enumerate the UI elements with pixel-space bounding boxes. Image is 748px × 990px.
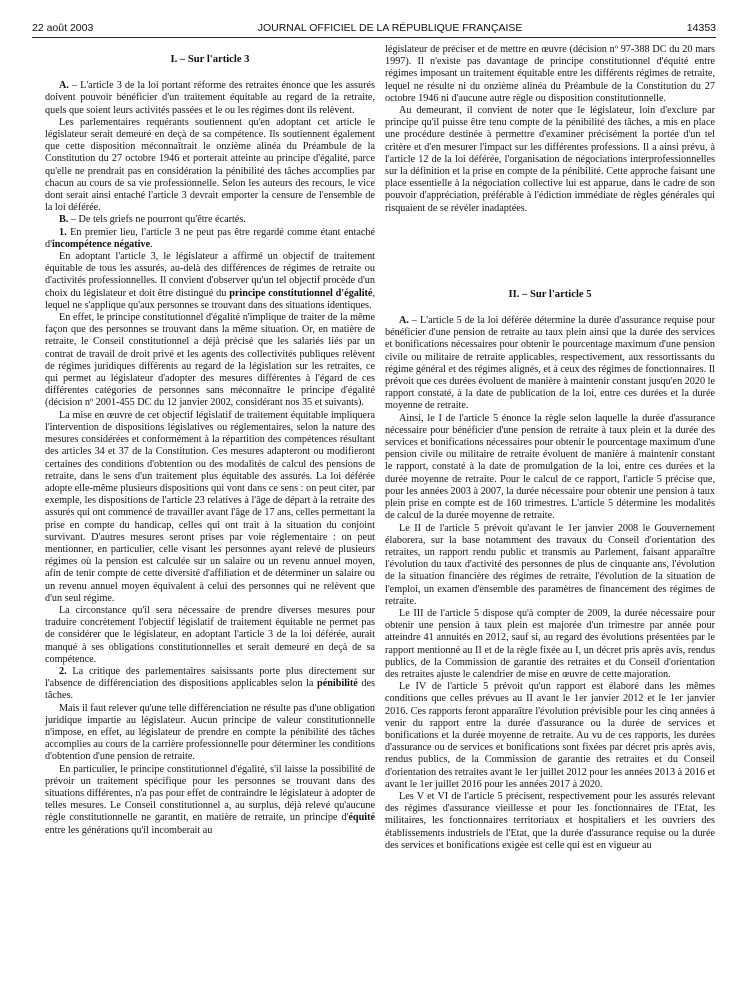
paragraph-text: . xyxy=(150,238,153,250)
emphasis: pénibilité xyxy=(317,678,358,690)
paragraph: Au demeurant, il convient de noter que le législateur, loin d'exclure par principe qu'il puisse être tenu compte de la pénibilité des tâches, a mis en place une procédure destinée à permettre d'examiner précisément la portée d'un tel critère et d'en mesurer l'impact sur les différentes professions. Il a ainsi prévu, à l'article 12 de la loi déférée, l'organisation de négociations interprofessionnelles sur la définition et la prise en compte de la pénibilité. Cette approche faisant une place essentielle à la négociation collective lui est apparue, dans le cadre de son pouvoir d'appréciation, préférable à l'édiction immédiate de règles générales qui risquaient de se révéler inadaptées. xyxy=(385,105,715,214)
paragraph xyxy=(45,251,375,312)
paragraph-lead: A. xyxy=(59,80,69,92)
paragraph-text: En particulier, le principe constitutionnel d'égalité, s'il laisse la possibilité de prévoir un traitement spécifique pour les personnes se trouvant dans des situations différentes, n'a pas pour effet de contraindre le législateur à adopter de telles mesures. Le Conseil constitutionnel a, au surplus, déjà relevé qu'aucune règle constitutionnelle ne garantit, en matière de retraite, un principe d' xyxy=(45,763,375,824)
paragraph xyxy=(45,666,375,703)
emphasis: incompétence négative xyxy=(51,238,151,250)
paragraph: législateur de préciser et de mettre en œuvre (décision nº 97-388 DC du 20 mars 1997). Il n'existe pas davantage de principe constitutionnel d'équité entre régimes imposant un traitement équitable entre les différents régimes de retraite, lequel ne résulte ni du onzième alinéa du Préambule de la Constitution du 27 octobre 1946 ni d'aucune autre règle ou disposition constitutionnelle. xyxy=(385,44,715,104)
paragraph: La mise en œuvre de cet objectif législatif de traitement équitable impliquera l'intervention de dispositions législatives ou réglementaires, selon la nature des mesures considérées et conformément à la répartition des compétences résultant des articles 34 et 37 de la Constitution. Ces mesures adapteront ou modifieront certaines des conditions d'obtention ou des modalités de calcul des pensions de retraite, dans le sens d'un traitement plus équitable des assurés. La loi déférée adopte elle-même plusieurs dispositions qui vont dans ce sens : on peut citer, par exemple, les dispositions de l'article 23 relatives à l'âge de départ à la retraite des assurés qui ont commencé de travailler avant l'âge de 17 ans, celles permettant la prise en compte du handicap, celles qui ont trait à la situation du conjoint survivant. D'autres mesures seront prises par voie réglementaire : on peut mentionner, en particulier, celle visant les personnes ayant relevé de plusieurs régimes où la pension est calculée sur un salaire ou un revenu annuel moyen, afin de tenir compte de cette diversité d'affiliation et de déterminer un salaire ou un revenu annuel moyen équivalent à celui des personnes qui ne relèvent que d'un seul régime. xyxy=(45,409,375,604)
paragraph xyxy=(45,764,375,837)
paragraph: Les parlementaires requérants soutiennent qu'en adoptant cet article le législateur serait demeuré en deçà de sa compétence. Ils soutiennent également que cette disposition méconnaîtrait le onzième alinéa du Préambule de la Constitution du 27 octobre 1946 et porterait atteinte au principe d'égalité, parce qu'elle ne prendrait pas en considération la pénibilité des tâches accomplies par chacun au cours de sa vie professionnelle. Selon les auteurs des recours, le vice dont serait ainsi entaché l'article 3 devrait emporter la censure de l'ensemble de la loi déférée. xyxy=(45,116,375,214)
paragraph-text: – De tels griefs ne pourront qu'être écartés. xyxy=(68,214,246,226)
paragraph-text: entre les générations qu'il incomberait au xyxy=(45,824,213,836)
emphasis: principe constitutionnel d'égalité xyxy=(229,287,373,299)
paragraph-lead: 1. xyxy=(59,226,67,238)
paragraph-text: En adoptant l'article 3, le législateur a affirmé un objectif de traitement équitable de tous les assurés, au-delà des différences de régimes de retraite ou d'activités professionnelles. Il convient d'observer qu'un tel objectif procède d'un choix du législateur et doit être distingué du xyxy=(45,251,375,299)
header-page-number: 14353 xyxy=(686,22,716,34)
left-column xyxy=(45,44,375,837)
paragraph: Le II de l'article 5 prévoit qu'avant le 1er janvier 2008 le Gouvernement élaborera, sur la base notamment des travaux du Conseil d'orientation des retraites, un rapport rendu public et transmis au Parlement, faisant apparaître l'évolution du taux d'activité des personnes de plus de cinquante ans, l'évolution de la situation financière des régimes de retraite, l'évolution de la situation de l'emploi, un examen d'ensemble des paramètres de financement des régimes de retraite. xyxy=(385,522,715,607)
paragraph: Ainsi, le I de l'article 5 énonce la règle selon laquelle la durée d'assurance nécessaire pour bénéficier d'une pension de retraite à taux plein et la durée des services et bonifications nécessaires pour obtenir le pourcentage maximum d'une pension civile ou militaire de retraite évoluent de manière à maintenir constant le rapport, constaté à la date de promulgation de la loi, entre ces durées et la durée moyenne de retraite. Pour le calcul de ce rapport, l'article 5 précise que, pour les années 2003 à 2007, la durée nécessaire pour obtenir une pension à taux plein prise en compte est de 160 trimestres. L'article 5 détermine les modalités de calcul de la durée moyenne de retraite. xyxy=(385,412,715,522)
paragraph: La circonstance qu'il sera nécessaire de prendre diverses mesures pour traduire concrètement l'objectif législatif de traitement équitable ne permet pas de considérer que le législateur, en adoptant l'article 3 de la loi déférée, aurait manqué à ses obligations constitutionnelles et serait demeuré en deçà de sa compétence. xyxy=(45,604,375,665)
header-journal-title: JOURNAL OFFICIEL DE LA RÉPUBLIQUE FRANÇAISE xyxy=(257,22,523,34)
paragraph xyxy=(45,214,375,226)
paragraph: Le III de l'article 5 dispose qu'à compter de 2009, la durée nécessaire pour obtenir une pension à taux plein est majorée d'un trimestre par année pour atteindre 41 annuités en 2012, sauf si, au regard des évolutions présentées par le rapport mentionné au II et de la règle fixée au I, un décret pris après avis, rendus publics, de la Commission de garantie des retraites et du Conseil d'orientation des retraites ajuste le calendrier de mise en œuvre de cette majoration. xyxy=(385,607,715,680)
paragraph-lead: A. xyxy=(399,315,409,327)
paragraph xyxy=(385,315,715,413)
paragraph xyxy=(45,80,375,117)
section-heading-article-5: II. – Sur l'article 5 xyxy=(508,288,592,300)
paragraph-text: La critique des parlementaires saisissants porte plus directement sur l'absence de différenciation des dispositions applicables selon la xyxy=(45,665,375,690)
paragraph-text: , lequel ne s'applique qu'aux personnes se trouvant dans des situations identiques. xyxy=(45,287,375,311)
right-column xyxy=(385,44,715,852)
paragraph: Les V et VI de l'article 5 précisent, respectivement pour les assurés relevant des régimes d'assurance vieillesse et pour les fonctionnaires de l'Etat, les militaires, les fonctionnaires territoriaux et hospitaliers et les ouvriers des établissements industriels de l'Etat, que la durée d'assurance requise ou la durée des services et bonifications exigée est celle qui est en vigueur au xyxy=(385,790,715,851)
paragraph: Le IV de l'article 5 prévoit qu'un rapport est élaboré dans les mêmes conditions que celles prévues au II avant le 1er janvier 2012 et le 1er janvier 2016. Ces rapports feront apparaître l'évolution prévisible pour les cinq années à venir du rapport entre la durée d'assurance ou la durée de services et bonifications et la durée moyenne de retraite. Au vu de ces rapports, les durées d'assurance ou de services et bonifications sont fixées par décret pris après avis, rendus publics, de la Commission de garantie des retraites et du Conseil d'orientation des retraites avant le 1er juillet 2012 pour les années 2013 à 2016 et avant le 1er juillet 2016 pour les années 2017 à 2020. xyxy=(385,681,715,790)
paragraph-text: En premier lieu, l'article 3 ne peut pas être regardé comme étant entaché d' xyxy=(45,226,375,250)
paragraph-lead: 2. xyxy=(59,665,67,677)
header-date: 22 août 2003 xyxy=(32,22,94,34)
running-header xyxy=(32,18,716,34)
header-rule xyxy=(32,37,716,38)
paragraph-text: – L'article 5 de la loi déférée détermine la durée d'assurance requise pour bénéficier d'une pension de retraite au taux plein ainsi que la durée des services et bonifications nécessaires pour obtenir le pourcentage maximum d'une pension civile ou militaire de retraite applicables, respectivement, aux ressortissants du régime général et des régimes alignés, et à ceux des régimes de fonctionnaires. Il prévoit que ces durées évoluent de manière à maintenir constant jusqu'en 2020 le rapport constaté, à la date de publication de la loi, entre ces durées et la durée moyenne de retraite. xyxy=(385,315,715,412)
section-gap xyxy=(385,215,715,279)
section-heading-article-3: I. – Sur l'article 3 xyxy=(170,54,250,65)
paragraph: Mais il faut relever qu'une telle différenciation ne résulte pas d'une obligation juridique impartie au législateur. Aucun principe de valeur constitutionnelle n'impose, en effet, au législateur de prendre en compte la pénibilité des tâches accomplies au cours de la carrière professionnelle pour déterminer les conditions d'obtention d'une pension de retraite. xyxy=(45,702,375,763)
paragraph-text: des tâches. xyxy=(45,678,375,702)
paragraph: En effet, le principe constitutionnel d'égalité n'implique de traiter de la même façon que des personnes se trouvant dans la même situation. Or, en matière de retraite, le Conseil constitutionnel a déjà précisé que les salariés liés par un contrat de travail de droit privé et les agents des collectivités publiques relèvent de régimes juridiques différents au regard de la législation sur les retraites, ce qui permet au législateur d'adopter des mesures différentes à l'égard de ces différentes catégories de personnes sans méconnaître le principe d'égalité (décision nº 2001-455 DC du 12 janvier 2002, considérant nos 35 et suivants). xyxy=(45,312,375,409)
emphasis: équité xyxy=(348,812,375,824)
paragraph xyxy=(45,227,375,251)
paragraph-lead: B. xyxy=(59,214,69,226)
paragraph-text: – L'article 3 de la loi portant réforme des retraites énonce que les assurés doivent pouvoir bénéficier d'un traitement équitable au regard de la retraite, quels que soient leurs activités passées et le ou les régimes dont ils relèvent. xyxy=(45,80,375,116)
